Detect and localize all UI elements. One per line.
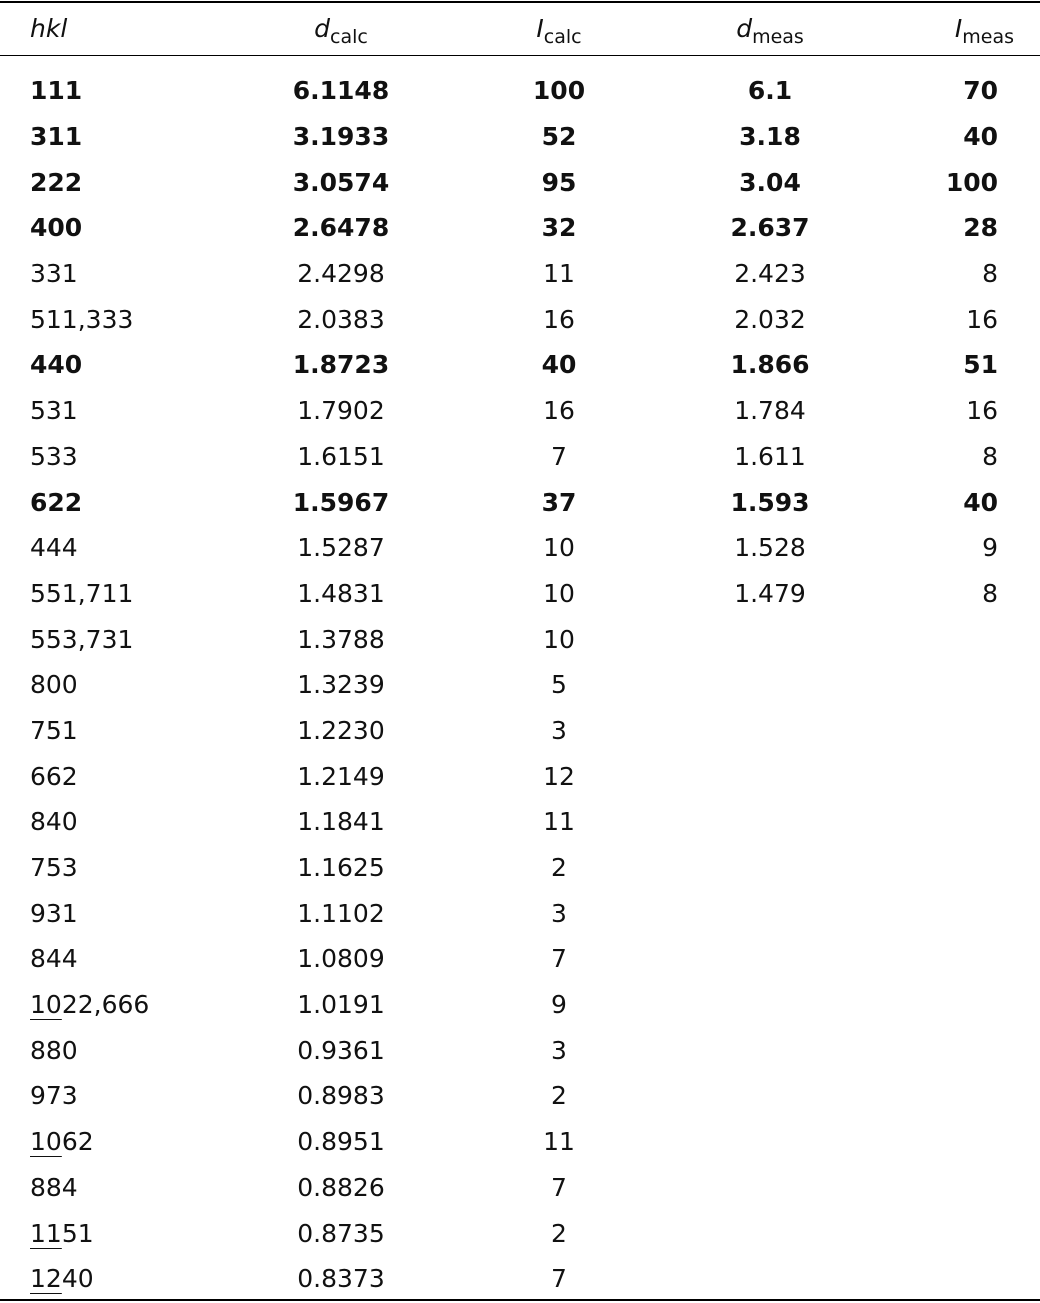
cell-d-calc: 3.0574 — [292, 167, 390, 197]
cell-hkl — [0, 982, 210, 1028]
header-row — [0, 0, 1040, 56]
cell-i-meas: 8 — [982, 578, 998, 608]
cell-hkl: 311 — [30, 122, 83, 152]
cell-i-calc: 5 — [551, 670, 567, 700]
cell-d-calc: 0.8983 — [297, 1081, 385, 1111]
hkl-rest: 40 — [61, 1264, 94, 1294]
table-body — [0, 56, 1040, 1302]
table-row — [0, 1256, 1040, 1302]
cell-d-meas: 1.784 — [734, 396, 806, 426]
cell-hkl — [0, 1119, 210, 1165]
header-d-meas — [646, 0, 894, 56]
cell-hkl: 753 — [30, 853, 78, 883]
cell-d-meas — [646, 982, 894, 1028]
cell-i-calc: 11 — [543, 259, 575, 289]
cell-i-meas: 28 — [963, 213, 998, 243]
cell-i-meas — [894, 1256, 1040, 1302]
cell-d-meas — [646, 1256, 894, 1302]
cell-i-calc: 37 — [541, 487, 577, 517]
cell-d-meas: 1.611 — [734, 441, 806, 471]
hkl-barred-digits: 12 — [30, 1264, 62, 1294]
cell-i-meas: 40 — [963, 487, 998, 517]
table-row — [0, 936, 1040, 982]
table-row — [0, 571, 1040, 617]
cell-i-meas: 51 — [963, 350, 998, 380]
cell-hkl: 111 — [30, 76, 83, 106]
cell-i-meas: 8 — [982, 441, 998, 471]
cell-i-calc: 7 — [551, 1172, 567, 1202]
cell-i-meas — [894, 799, 1040, 845]
table-row — [0, 251, 1040, 297]
cell-d-meas: 2.637 — [730, 213, 810, 243]
cell-hkl: 800 — [30, 670, 78, 700]
cell-d-calc: 2.0383 — [297, 304, 385, 334]
cell-i-meas: 40 — [963, 122, 998, 152]
cell-d-calc: 1.0809 — [297, 944, 385, 974]
table-row — [0, 616, 1040, 662]
cell-i-calc: 10 — [543, 578, 575, 608]
cell-i-calc: 12 — [543, 761, 575, 791]
cell-d-meas: 1.479 — [734, 578, 806, 608]
cell-d-meas: 3.04 — [739, 167, 801, 197]
table-row — [0, 342, 1040, 388]
cell-hkl: 531 — [30, 396, 78, 426]
cell-hkl: 662 — [30, 761, 78, 791]
table-row — [0, 890, 1040, 936]
cell-d-meas: 2.423 — [734, 259, 806, 289]
cell-hkl: 622 — [30, 487, 83, 517]
hkl-rest: 62 — [61, 1127, 94, 1157]
header-i-meas-symbol: I — [954, 13, 963, 43]
cell-d-calc: 1.7902 — [297, 396, 385, 426]
cell-d-meas — [646, 799, 894, 845]
table-row — [0, 1210, 1040, 1256]
cell-d-calc: 0.8826 — [297, 1172, 385, 1202]
table-row — [0, 525, 1040, 571]
cell-d-meas: 1.593 — [730, 487, 810, 517]
cell-d-calc: 0.8373 — [297, 1264, 385, 1294]
cell-d-calc: 2.4298 — [297, 259, 385, 289]
header-i-calc — [472, 0, 646, 56]
table-row — [0, 662, 1040, 708]
cell-i-meas — [894, 1073, 1040, 1119]
cell-hkl: 511,333 — [30, 304, 134, 334]
cell-d-meas — [646, 1073, 894, 1119]
cell-hkl: 440 — [30, 350, 83, 380]
table-row — [0, 68, 1040, 114]
cell-i-calc: 52 — [541, 122, 577, 152]
cell-i-calc: 11 — [543, 807, 575, 837]
table-row — [0, 1073, 1040, 1119]
cell-hkl: 931 — [30, 898, 78, 928]
cell-d-meas — [646, 890, 894, 936]
table-row — [0, 205, 1040, 251]
cell-hkl: 844 — [30, 944, 78, 974]
cell-d-meas: 6.1 — [747, 76, 793, 106]
cell-hkl: 751 — [30, 715, 78, 745]
cell-i-meas — [894, 845, 1040, 891]
cell-d-calc: 1.2149 — [297, 761, 385, 791]
hkl-barred-digits: 11 — [30, 1218, 62, 1248]
cell-d-calc: 1.0191 — [297, 990, 385, 1020]
cell-d-calc: 2.6478 — [292, 213, 390, 243]
cell-hkl: 553,731 — [30, 624, 134, 654]
cell-d-calc: 1.1841 — [297, 807, 385, 837]
cell-d-meas: 1.528 — [734, 533, 806, 563]
cell-d-calc: 0.8951 — [297, 1127, 385, 1157]
header-d-calc-symbol: d — [314, 13, 331, 43]
hkl-barred-digits: 10 — [30, 1127, 62, 1157]
cell-i-calc: 3 — [551, 715, 567, 745]
cell-d-calc: 3.1933 — [292, 122, 390, 152]
cell-hkl: 222 — [30, 167, 83, 197]
cell-i-meas — [894, 1165, 1040, 1211]
header-spacer — [0, 56, 1040, 68]
table-row — [0, 1165, 1040, 1211]
cell-d-meas — [646, 616, 894, 662]
cell-i-meas: 16 — [966, 304, 998, 334]
table-row — [0, 708, 1040, 754]
table-row — [0, 753, 1040, 799]
cell-d-calc: 1.8723 — [292, 350, 390, 380]
cell-i-calc: 3 — [551, 1035, 567, 1065]
cell-i-calc: 40 — [541, 350, 577, 380]
cell-i-meas: 9 — [982, 533, 998, 563]
cell-i-calc: 11 — [543, 1127, 575, 1157]
cell-i-calc: 9 — [551, 990, 567, 1020]
cell-hkl — [0, 1256, 210, 1302]
cell-hkl: 551,711 — [30, 578, 134, 608]
cell-i-calc: 100 — [532, 76, 586, 106]
cell-i-calc: 2 — [551, 1218, 567, 1248]
table-row — [0, 982, 1040, 1028]
header-i-calc-symbol: I — [536, 13, 544, 43]
cell-hkl: 533 — [30, 441, 78, 471]
cell-hkl — [0, 1210, 210, 1256]
table-row — [0, 296, 1040, 342]
cell-i-calc: 32 — [541, 213, 577, 243]
cell-i-meas — [894, 982, 1040, 1028]
cell-i-calc: 7 — [551, 944, 567, 974]
cell-i-meas — [894, 890, 1040, 936]
header-i-meas — [894, 0, 1040, 56]
hkl-rest: 51 — [61, 1218, 94, 1248]
cell-i-calc: 7 — [551, 1264, 567, 1294]
cell-i-meas — [894, 936, 1040, 982]
cell-i-meas — [894, 662, 1040, 708]
cell-i-calc: 16 — [543, 396, 575, 426]
cell-d-calc: 1.3239 — [297, 670, 385, 700]
table-row — [0, 114, 1040, 160]
cell-hkl: 400 — [30, 213, 83, 243]
cell-d-meas: 1.866 — [730, 350, 810, 380]
cell-d-meas — [646, 662, 894, 708]
header-d-meas-subscript: meas — [752, 25, 804, 48]
cell-i-calc: 10 — [543, 533, 575, 563]
cell-hkl: 880 — [30, 1035, 78, 1065]
cell-i-calc: 10 — [543, 624, 575, 654]
header-d-meas-symbol: d — [736, 13, 753, 43]
table-row — [0, 479, 1040, 525]
cell-i-meas: 100 — [945, 167, 998, 197]
cell-hkl: 840 — [30, 807, 78, 837]
header-i-calc-subscript: calc — [543, 25, 582, 48]
cell-i-calc: 16 — [543, 304, 575, 334]
table-row — [0, 388, 1040, 434]
cell-hkl: 973 — [30, 1081, 78, 1111]
cell-d-meas: 3.18 — [739, 122, 801, 152]
cell-d-calc: 1.2230 — [297, 715, 385, 745]
header-hkl-label: hkl — [30, 13, 68, 43]
hkl-rest: 22,666 — [61, 990, 150, 1020]
header-i-meas-subscript: meas — [962, 25, 1014, 48]
table-row — [0, 1119, 1040, 1165]
cell-d-calc: 0.8735 — [297, 1218, 385, 1248]
cell-i-meas — [894, 1119, 1040, 1165]
cell-i-meas: 16 — [966, 396, 998, 426]
cell-d-meas — [646, 1119, 894, 1165]
table-header — [0, 0, 1040, 56]
hkl-barred-digits: 10 — [30, 990, 62, 1020]
cell-d-calc: 1.6151 — [297, 441, 385, 471]
table-row — [0, 799, 1040, 845]
cell-d-calc: 6.1148 — [292, 76, 390, 106]
cell-d-meas: 2.032 — [734, 304, 806, 334]
cell-d-meas — [646, 1165, 894, 1211]
cell-i-calc: 95 — [541, 167, 577, 197]
table-row — [0, 159, 1040, 205]
cell-d-calc: 1.4831 — [297, 578, 385, 608]
table-row — [0, 434, 1040, 480]
table-row — [0, 1027, 1040, 1073]
cell-i-calc: 2 — [551, 853, 567, 883]
cell-d-meas — [646, 708, 894, 754]
cell-i-meas — [894, 616, 1040, 662]
cell-d-calc: 1.3788 — [297, 624, 385, 654]
cell-i-meas: 70 — [963, 76, 998, 106]
header-hkl — [0, 0, 210, 56]
cell-hkl: 884 — [30, 1172, 78, 1202]
cell-d-meas — [646, 1027, 894, 1073]
cell-d-calc: 0.9361 — [297, 1035, 385, 1065]
cell-i-calc: 7 — [551, 441, 567, 471]
cell-d-meas — [646, 845, 894, 891]
table-row — [0, 845, 1040, 891]
cell-d-meas — [646, 753, 894, 799]
cell-d-meas — [646, 1210, 894, 1256]
cell-d-calc: 1.5287 — [297, 533, 385, 563]
cell-i-meas: 8 — [982, 259, 998, 289]
cell-i-meas — [894, 1027, 1040, 1073]
cell-i-calc: 2 — [551, 1081, 567, 1111]
cell-i-meas — [894, 1210, 1040, 1256]
cell-d-calc: 1.1625 — [297, 853, 385, 883]
header-d-calc — [210, 0, 472, 56]
cell-d-calc: 1.5967 — [292, 487, 390, 517]
cell-d-meas — [646, 936, 894, 982]
cell-i-meas — [894, 708, 1040, 754]
cell-hkl: 444 — [30, 533, 78, 563]
cell-i-meas — [894, 753, 1040, 799]
cell-i-calc: 3 — [551, 898, 567, 928]
header-d-calc-subscript: calc — [330, 25, 368, 48]
cell-hkl: 331 — [30, 259, 78, 289]
cell-d-calc: 1.1102 — [297, 898, 385, 928]
